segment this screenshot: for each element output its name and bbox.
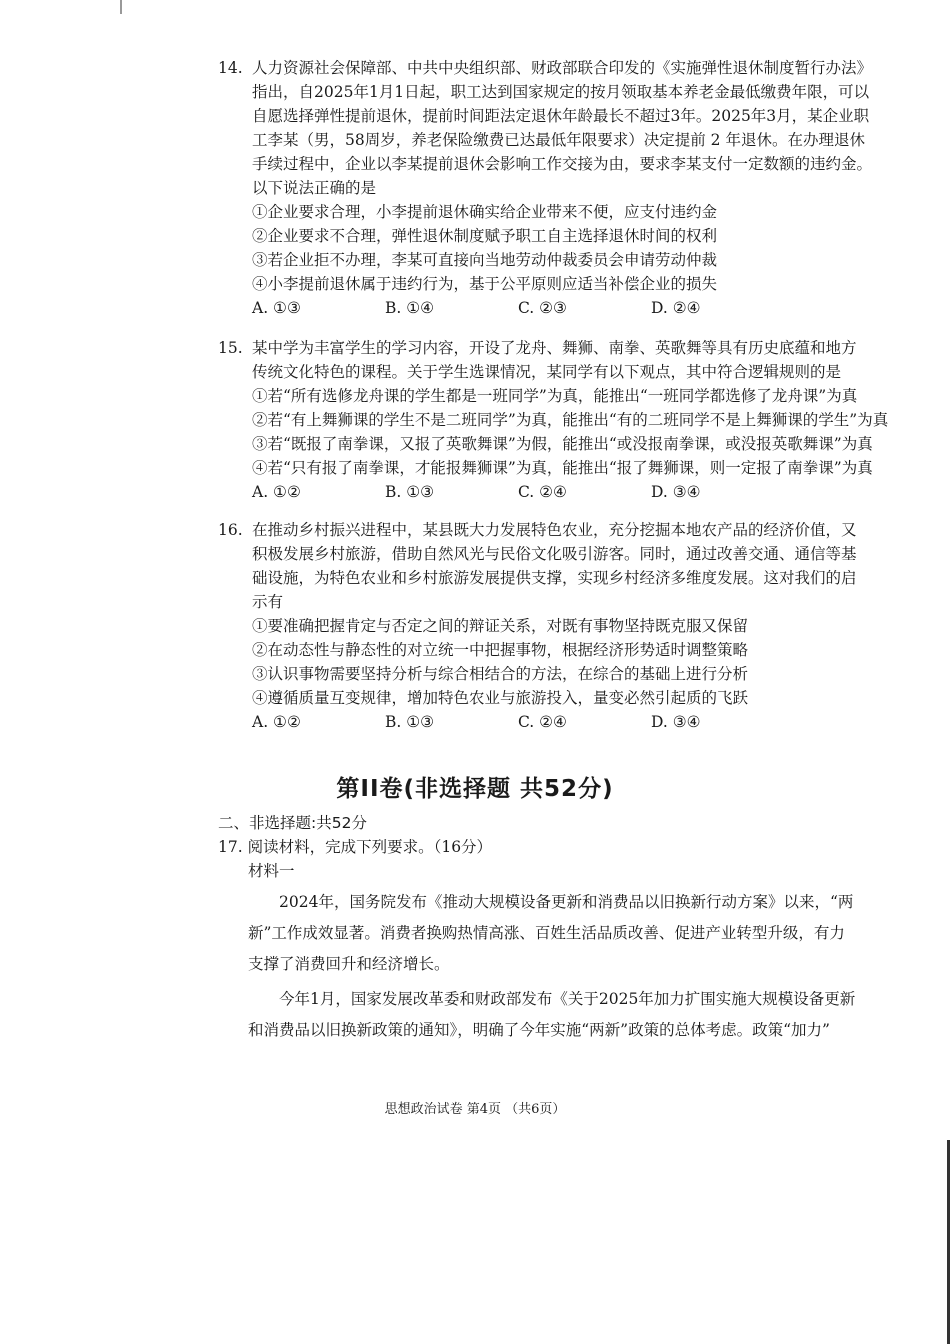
- option-b: B. ①③: [385, 713, 435, 731]
- question-line: 传统文化特色的课程。关于学生选课情况，某同学有以下观点，其中符合逻辑规则的是: [252, 363, 842, 381]
- option-c: C. ②④: [518, 713, 567, 731]
- option-c: C. ②③: [518, 299, 567, 317]
- paragraph-line: 今年1月，国家发展改革委和财政部发布《关于2025年加力扩围实施大规模设备更新: [279, 990, 856, 1008]
- statement-item: ①企业要求合理，小李提前退休确实给企业带来不便，应支付违约金: [252, 203, 718, 221]
- question-number: 14.: [218, 59, 243, 77]
- scan-mark: [120, 0, 122, 14]
- statement-item: ②在动态性与静态性的对立统一中把握事物，根据经济形势适时调整策略: [252, 641, 749, 659]
- question-number: 16.: [218, 521, 243, 539]
- statement-item: ②企业要求不合理，弹性退休制度赋予职工自主选择退休时间的权利: [252, 227, 718, 245]
- question-line: 示有: [252, 593, 284, 611]
- question-line: 积极发展乡村旅游，借助自然风光与民俗文化吸引游客。同时，通过改善交通、通信等基: [252, 545, 857, 563]
- statement-item: ③若企业拒不办理，李某可直接向当地劳动仲裁委员会申请劳动仲裁: [252, 251, 718, 269]
- question-17-header: 17. 阅读材料，完成下列要求。（16分）: [218, 838, 493, 856]
- page-footer: 思想政治试卷 第4页 （共6页）: [384, 1102, 566, 1117]
- question-14: [218, 56, 938, 320]
- statement-item: ④若“只有报了南拳课，才能报舞狮课”为真，能推出“报了舞狮课，则一定报了南拳课”为真: [252, 459, 873, 477]
- material-label: 材料一: [248, 862, 295, 880]
- statement-item: ④小李提前退休属于违约行为，基于公平原则应适当补偿企业的损失: [252, 275, 718, 293]
- material-paragraph-1: [248, 887, 920, 980]
- question-number: 15.: [218, 339, 243, 357]
- paragraph-line: 支撑了消费回升和经济增长。: [248, 955, 450, 973]
- answer-options: [252, 296, 938, 320]
- material-paragraph-2: [248, 984, 920, 1046]
- option-d: D. ③④: [651, 713, 701, 731]
- paragraph-line: 和消费品以旧换新政策的通知》，明确了今年实施“两新”政策的总体考虑。政策“加力”: [248, 1021, 830, 1039]
- paragraph-line: 新”工作成效显著。消费者换购热情高涨、百姓生活品质改善、促进产业转型升级，有力: [248, 924, 845, 942]
- question-line: 工李某（男，58周岁，养老保险缴费已达最低年限要求）决定提前 2 年退休。在办理退休: [252, 131, 865, 149]
- paragraph-line: 2024年，国务院发布《推动大规模设备更新和消费品以旧换新行动方案》以来，“两: [279, 893, 854, 911]
- question-line: 手续过程中，企业以李某提前退休会影响工作交接为由，要求李某支付一定数额的违约金。: [252, 155, 873, 173]
- question-15: [218, 336, 938, 504]
- statement-item: ④遵循质量互变规律，增加特色农业与旅游投入，量变必然引起质的飞跃: [252, 689, 749, 707]
- option-b: B. ①③: [385, 483, 435, 501]
- option-d: D. ②④: [651, 299, 701, 317]
- statement-item: ①要准确把握肯定与否定之间的辩证关系，对既有事物坚持既克服又保留: [252, 617, 749, 635]
- option-c: C. ②④: [518, 483, 567, 501]
- answer-options: [252, 710, 938, 734]
- statement-item: ③若“既报了南拳课，又报了英歌舞课”为假，能推出“或没报南拳课，或没报英歌舞课”为真: [252, 435, 873, 453]
- question-line: 指出，自2025年1月1日起，职工达到国家规定的按月领取基本养老金最低缴费年限，可以: [252, 83, 870, 101]
- statement-item: ①若“所有选修龙舟课的学生都是一班同学”为真，能推出“一班同学都选修了龙舟课”为真: [252, 387, 858, 405]
- option-a: A. ①②: [252, 713, 301, 731]
- statement-item: ②若“有上舞狮课的学生不是二班同学”为真，能推出“有的二班同学不是上舞狮课的学生”为真: [252, 411, 889, 429]
- section-title: 第II卷(非选择题 共52分): [336, 776, 614, 802]
- section-subtitle: 二、非选择题:共52分: [218, 814, 367, 832]
- answer-options: [252, 480, 938, 504]
- option-a: A. ①②: [252, 483, 301, 501]
- statement-item: ③认识事物需要坚持分析与综合相结合的方法，在综合的基础上进行分析: [252, 665, 749, 683]
- option-d: D. ③④: [651, 483, 701, 501]
- question-line: 某中学为丰富学生的学习内容，开设了龙舟、舞狮、南拳、英歌舞等具有历史底蕴和地方: [252, 339, 857, 357]
- question-line: 以下说法正确的是: [252, 179, 377, 197]
- question-line: 在推动乡村振兴进程中，某县既大力发展特色农业，充分挖掘本地农产品的经济价值，又: [252, 521, 857, 539]
- question-line: 础设施，为特色农业和乡村旅游发展提供支撑，实现乡村经济多维度发展。这对我们的启: [252, 569, 857, 587]
- question-16: [218, 518, 938, 734]
- option-b: B. ①④: [385, 299, 435, 317]
- question-line: 人力资源社会保障部、中共中央组织部、财政部联合印发的《实施弹性退休制度暂行办法》: [252, 59, 873, 77]
- option-a: A. ①③: [252, 299, 301, 317]
- question-line: 自愿选择弹性提前退休，提前时间距法定退休年龄最长不超过3年。2025年3月，某企业职: [252, 107, 870, 125]
